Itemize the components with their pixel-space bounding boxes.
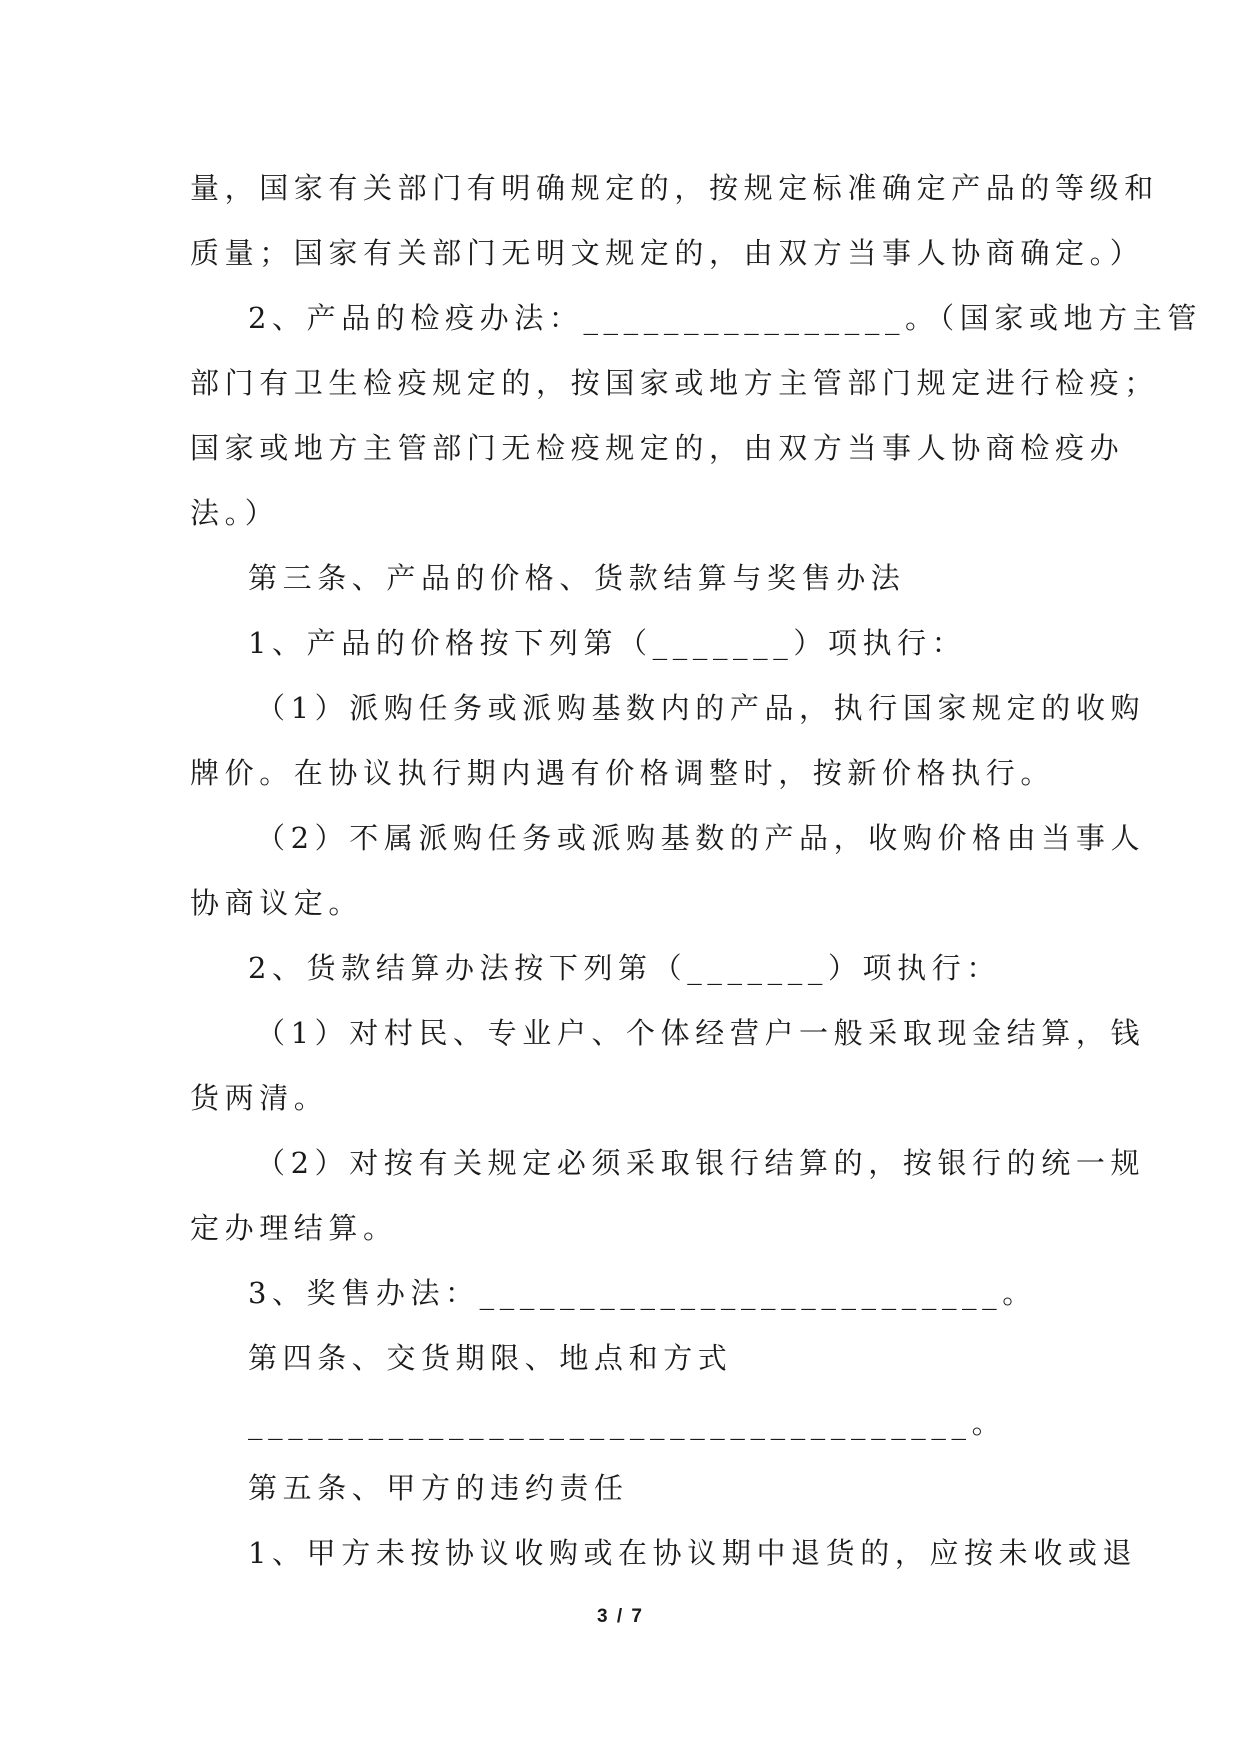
text-line: 货两清。: [190, 1081, 329, 1115]
article-heading: 第四条、交货期限、地点和方式: [248, 1341, 733, 1375]
text-line: 法。）: [190, 496, 280, 530]
clause-item: 2、货款结算办法按下列第（_______）项执行：: [248, 951, 1001, 985]
article-heading: 第三条、产品的价格、货款结算与奖售办法: [248, 561, 906, 595]
text-line: 部门有卫生检疫规定的，按国家或地方主管部门规定进行检疫；: [190, 366, 1159, 400]
clause-item: 1、产品的价格按下列第（_______）项执行：: [248, 626, 967, 660]
text-line: 量，国家有关部门有明确规定的，按规定标准确定产品的等级和: [190, 171, 1159, 205]
text-line: 质量；国家有关部门无明文规定的，由双方当事人协商确定。）: [190, 236, 1145, 270]
clause-item: 1、甲方未按协议收购或在协议期中退货的，应按未收或退: [248, 1536, 1138, 1570]
clause-item: 2、产品的检疫办法：________________。（国家或地方主管: [248, 301, 1202, 335]
sub-clause: （2）对按有关规定必须采取银行结算的，按银行的统一规: [256, 1146, 1146, 1180]
blank-fill-line: ____________________________________。: [248, 1406, 1007, 1440]
clause-item: 3、奖售办法：__________________________。: [248, 1276, 1037, 1310]
article-heading: 第五条、甲方的违约责任: [248, 1471, 629, 1505]
text-line: 定办理结算。: [190, 1211, 398, 1245]
text-line: 国家或地方主管部门无检疫规定的，由双方当事人协商检疫办: [190, 431, 1125, 465]
contract-body: [190, 156, 1202, 1586]
text-line: 协商议定。: [190, 886, 364, 920]
text-line: 牌价。在协议执行期内遇有价格调整时，按新价格执行。: [190, 756, 1056, 790]
sub-clause: （1）对村民、专业户、个体经营户一般采取现金结算，钱: [256, 1016, 1146, 1050]
page-number: 3 / 7: [597, 1606, 644, 1627]
sub-clause: （2）不属派购任务或派购基数的产品，收购价格由当事人: [256, 821, 1146, 855]
sub-clause: （1）派购任务或派购基数内的产品，执行国家规定的收购: [256, 691, 1146, 725]
